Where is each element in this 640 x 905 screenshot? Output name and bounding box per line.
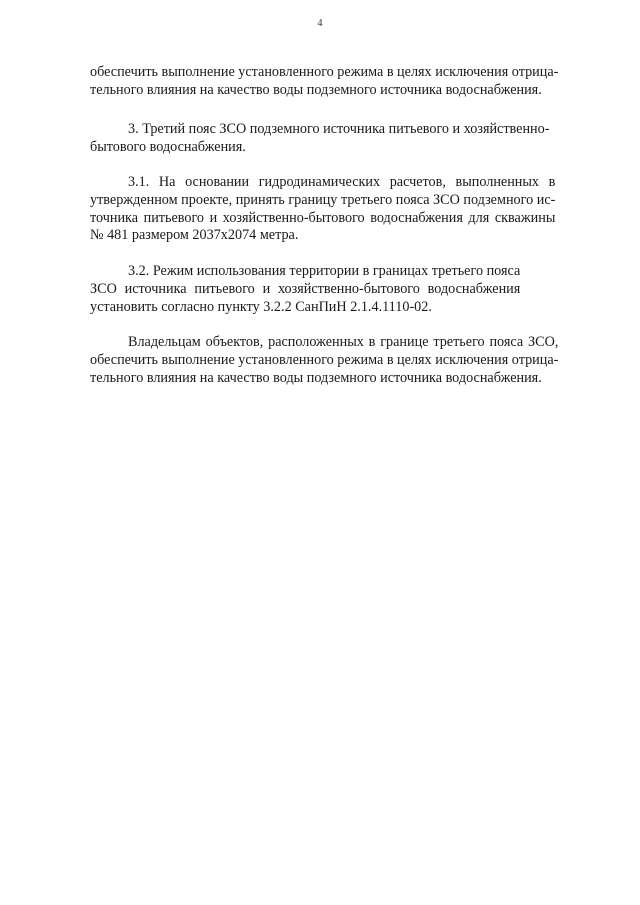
text-line: обеспечить выполнение установленного режима в целях исключения отрица-	[90, 64, 559, 80]
text-line: обеспечить выполнение установленного режима в целях исключения отрица-	[90, 351, 559, 368]
paragraph-continuation	[90, 64, 558, 100]
text-line: Владельцам объектов, расположенных в границе третьего пояса ЗСО,	[128, 334, 559, 350]
page-number: 4	[317, 18, 323, 29]
section-heading-3	[90, 121, 549, 157]
text-line: установить согласно пункту 3.2.2 СанПиН 2.1.4.1110-02.	[90, 298, 432, 315]
text-line: точника питьевого и хозяйственно-бытового водоснабжения для скважины	[90, 209, 556, 226]
paragraph-3-2	[90, 263, 520, 316]
text-line: тельного влияния на качество воды подземного источника водоснабжения.	[90, 81, 542, 98]
paragraph-owners	[90, 334, 558, 387]
paragraph-3-1	[90, 174, 555, 245]
text-line: № 481 размером 2037х2074 метра.	[90, 227, 299, 244]
text-line: тельного влияния на качество воды подземного источника водоснабжения.	[90, 369, 542, 386]
text-line: ЗСО источника питьевого и хозяйственно-бытового водоснабжения	[90, 280, 521, 297]
text-line: бытового водоснабжения.	[90, 138, 246, 155]
text-line: 3.1. На основании гидродинамических расчетов, выполненных в	[128, 174, 556, 190]
text-line: 3.2. Режим использования территории в границах третьего пояса	[128, 263, 521, 279]
text-line: утвержденном проекте, принять границу третьего пояса ЗСО подземного ис-	[90, 191, 556, 208]
text-line: 3. Третий пояс ЗСО подземного источника питьевого и хозяйственно-	[128, 121, 550, 137]
